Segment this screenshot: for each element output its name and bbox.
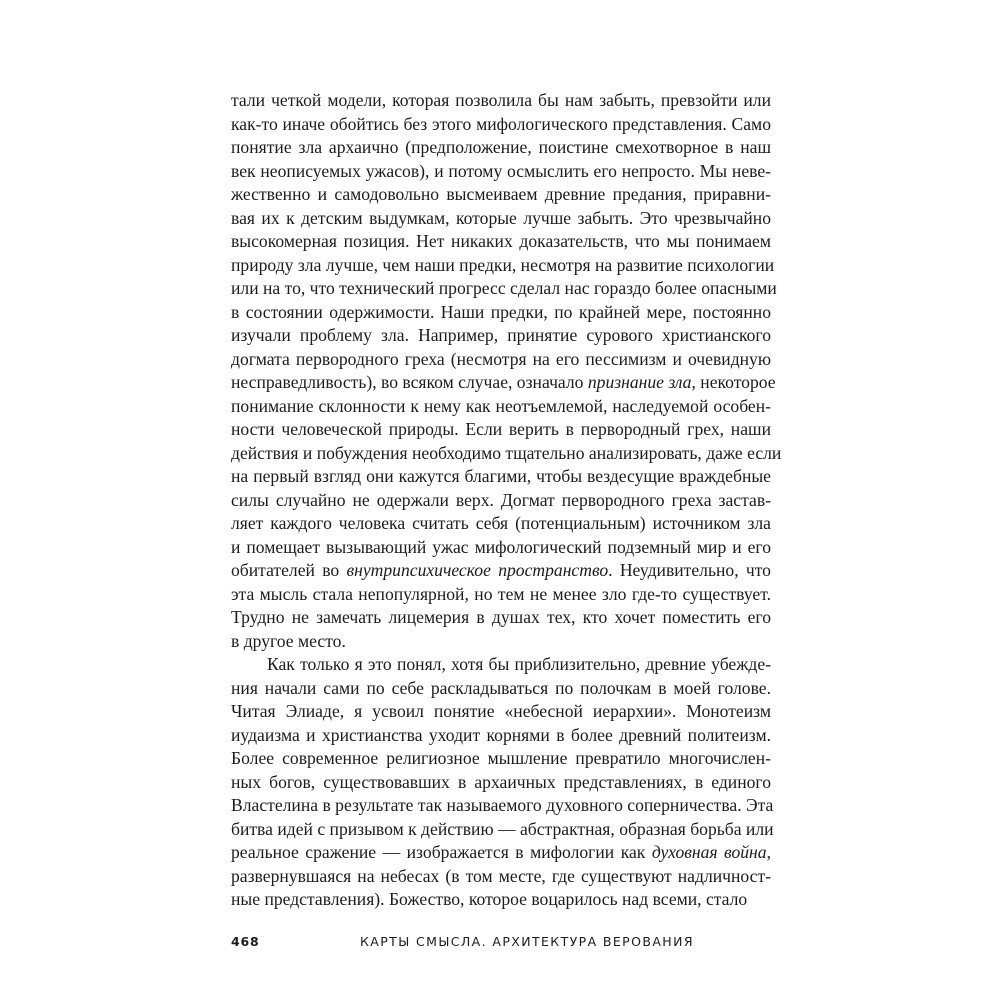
text-line (231, 489, 771, 513)
text-line (231, 747, 771, 771)
text-run: реальное сражение — изображается в мифологии как (231, 842, 652, 862)
text-run: век неописуемых ужасов), и потому осмыслить его непросто. Мы неве- (231, 160, 771, 181)
text-line (231, 277, 777, 301)
text-run: Трудно не замечать лицемерия в душах тех, кто хочет поместить его (231, 607, 771, 627)
text-run: догмата первородного греха (несмотря на его пессимизм и очевидную (231, 348, 771, 369)
text-line (231, 348, 771, 372)
text-line (231, 536, 771, 560)
italic-emphasis: признание зла (587, 372, 692, 392)
body-text (231, 89, 782, 912)
text-run: ных богов, существовавших в архаичных представлениях, в единого (231, 771, 771, 792)
text-line (231, 888, 771, 912)
text-run: Властелина в результате так называемого духовного соперничества. Эта (231, 795, 774, 815)
text-line (231, 559, 771, 583)
text-run: как-то иначе обойтись без этого мифологического представления. Само (231, 113, 771, 134)
text-line (231, 395, 771, 419)
text-run: ния начали сами по себе раскладываться по полочкам в моей голове. (231, 677, 771, 698)
text-line (231, 442, 782, 466)
italic-emphasis: внутрипсихическое пространство (346, 560, 609, 580)
text-line (231, 183, 771, 207)
text-run: силы случайно не одержали верх. Догмат первородного греха застав- (231, 489, 771, 510)
text-line (231, 583, 771, 607)
text-run: . Неудивительно, что (608, 560, 771, 580)
text-run: вая их к детским выдумкам, которые лучше забыть. Это чрезвычайно (231, 207, 771, 228)
text-run: высокомерная позиция. Нет никаких доказательств, что мы понимаем (231, 231, 771, 251)
text-run: эта мысль стала непопулярной, но тем не менее зло где-то существует. (231, 583, 771, 604)
text-line (231, 700, 771, 724)
text-run: изучали проблему зла. Например, принятие сурового христианского (231, 325, 771, 345)
text-run: природу зла лучше, чем наши предки, несмотря на развитие психологии (231, 254, 775, 275)
text-run: понимание склонности к нему как неотъемлемой, наследуемой особен- (231, 395, 771, 416)
text-line (231, 865, 771, 889)
text-line (231, 465, 771, 489)
text-run: на первый взгляд они кажутся благими, чтобы вездесущие враждебные (231, 466, 771, 486)
text-line (231, 324, 771, 348)
text-line (231, 818, 774, 842)
text-run: или на то, что технический прогресс сделал нас гораздо более опасными (231, 278, 777, 298)
text-run: ляет каждого человека считать себя (потенциальным) источником зла (231, 513, 771, 533)
text-run: несправедливость), во всяком случае, означало (231, 372, 588, 392)
text-run: в состоянии одержимости. Наши предки, по крайней мере, постоянно (231, 301, 771, 322)
paragraph-2 (231, 653, 774, 912)
text-line (231, 371, 776, 395)
text-run: Читая Элиаде, я усвоил понятие «небесной иерархии». Монотеизм (231, 701, 771, 721)
text-run: действия и побуждения необходимо тщательно анализировать, даже если (231, 442, 782, 463)
text-run: битва идей с призывом к действию — абстрактная, образная борьба или (231, 818, 774, 839)
text-run: тали четкой модели, которая позволила бы нам забыть, превзойти или (231, 90, 771, 110)
text-run: развернувшаяся на небесах (в том месте, где существуют надличност- (231, 865, 771, 886)
text-run: в другое место. (231, 630, 346, 651)
text-run: ные представления). Божество, которое воцарилось над всеми, стало (231, 889, 748, 909)
text-run: понятие зла архаично (предположение, поистине смехотворное в наш (231, 137, 771, 157)
text-line (231, 301, 771, 325)
text-line (231, 771, 771, 795)
running-title: КАРТЫ СМЫСЛА. АРХИТЕКТУРА ВЕРОВАНИЯ (360, 934, 694, 949)
text-run: иудаизма и христианства уходит корнями в более древний политеизм. (231, 724, 771, 745)
text-run: , некоторое (691, 372, 776, 392)
text-run: ности человеческой природы. Если верить в первородный грех, наши (231, 419, 771, 439)
text-run: , (766, 842, 771, 862)
text-line (231, 630, 771, 654)
paragraph-1 (231, 89, 782, 653)
page-number: 468 (231, 934, 260, 949)
text-line (231, 136, 771, 160)
text-line (231, 724, 771, 748)
text-line (231, 418, 771, 442)
text-run: Как только я это понял, хотя бы приблизительно, древние убежде- (267, 654, 771, 674)
text-run: Более современное религиозное мышление превратило многочислен- (231, 748, 771, 768)
text-line (231, 677, 771, 701)
text-line (231, 606, 771, 630)
text-line (231, 207, 771, 231)
text-line (231, 89, 771, 113)
text-line (231, 113, 771, 137)
text-line (231, 160, 771, 184)
text-line (231, 794, 774, 818)
text-line (231, 230, 771, 254)
text-run: обитателей во (231, 560, 347, 580)
text-line (231, 841, 771, 865)
text-run: и помещает вызывающий ужас мифологический подземный мир и его (231, 536, 771, 557)
text-run: жественно и самодовольно высмеиваем древние предания, приравни- (231, 184, 771, 204)
text-line (231, 512, 771, 536)
text-line (231, 653, 771, 677)
text-line (231, 254, 775, 278)
italic-emphasis: духовная война (651, 842, 767, 862)
